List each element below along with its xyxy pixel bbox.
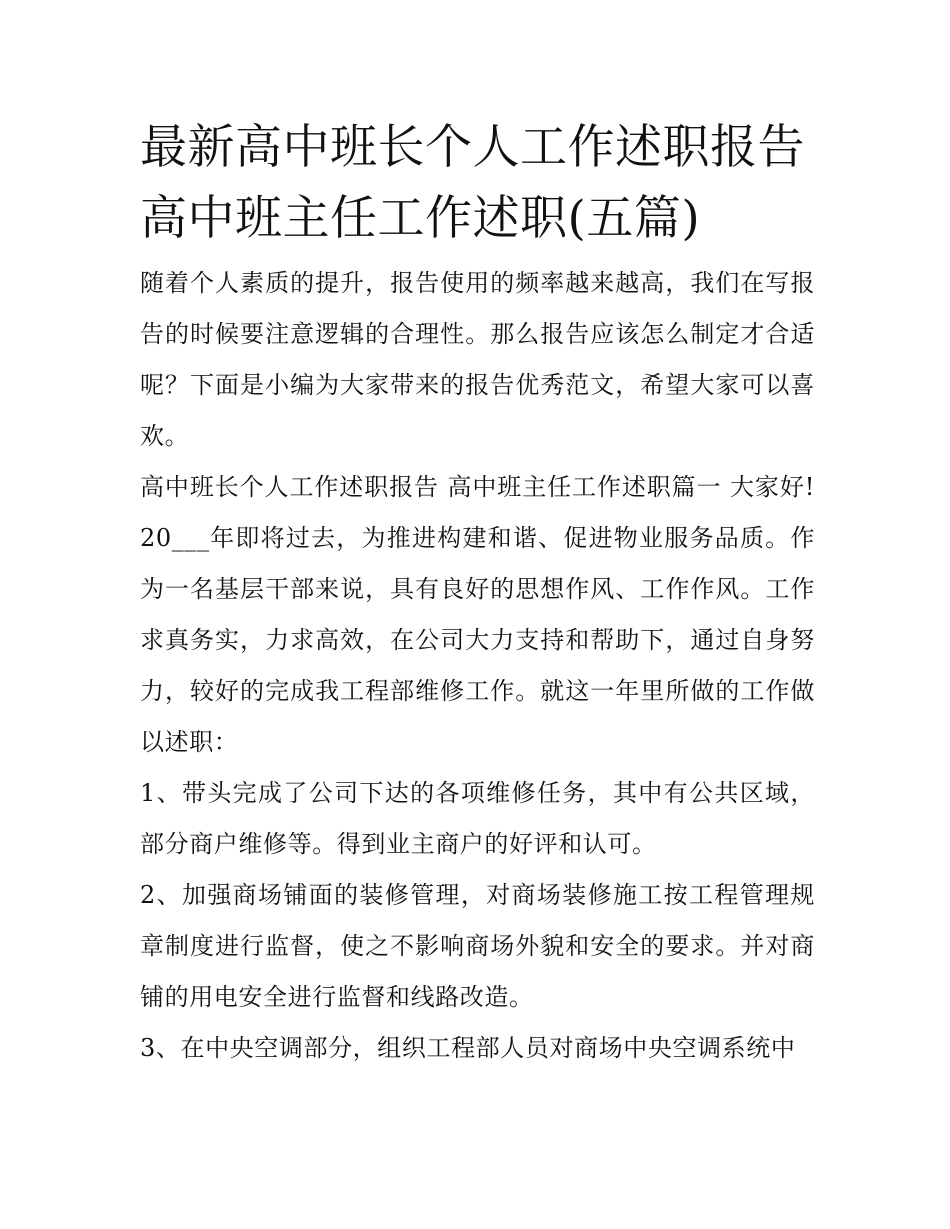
list-item-1: 1、带头完成了公司下达的各项维修任务，其中有公共区域，部分商户维修等。得到业主商户的好评和认可。 [140, 779, 815, 858]
list-item-2: 2、加强商场铺面的装修管理，对商场装修施工按工程管理规章制度进行监督，使之不影响商场外貌和安全的要求。并对商铺的用电安全进行监督和线路改造。 [140, 881, 815, 1011]
document-title: 最新高中班长个人工作述职报告 高中班主任工作述职(五篇) [140, 120, 805, 246]
list-item-3: 3、在中央空调部分，组织工程部人员对商场中央空调系统中 [140, 1034, 796, 1062]
intro-paragraph: 随着个人素质的提升，报告使用的频率越来越高，我们在写报告的时候要注意逻辑的合理性。那么报告应该怎么制定才合适呢？下面是小编为大家带来的报告优秀范文，希望大家可以喜欢。 [140, 269, 815, 450]
section-one-paragraph: 高中班长个人工作述职报告 高中班主任工作述职篇一 大家好! 20___年即将过去，为推进构建和谐、促进物业服务品质。作为一名基层干部来说，具有良好的思想作风、工作作风。工作求真务实，力求高效，在公司大力支持和帮助下，通过自身努力，较好的完成我工程部维修工作。就这一年里所做的工作做以述职： [140, 473, 815, 756]
document-content [140, 112, 815, 1074]
